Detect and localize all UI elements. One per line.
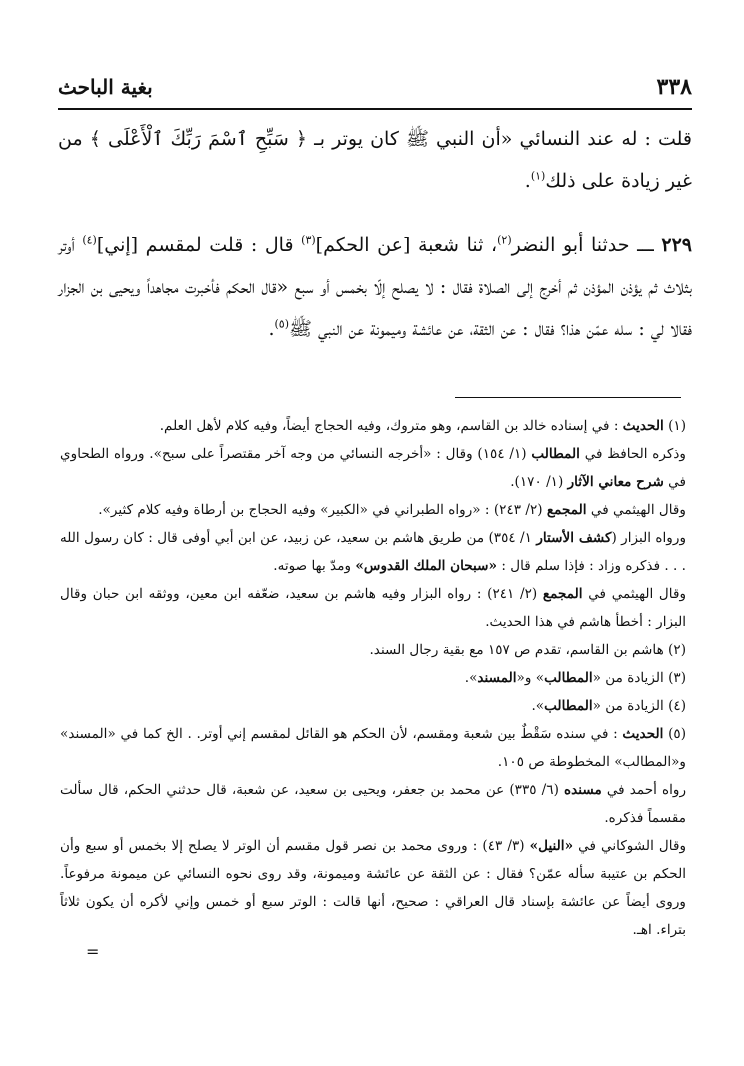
footnote-1: (١) الحديث : في إسناده خالد بن القاسم، وهو متروك، وفيه الحجاج أيضاً، وفيه كلام لأهل العلم. <box>159 418 686 434</box>
footnote-ref-5[interactable]: (٥) <box>274 317 289 331</box>
main-text <box>58 118 692 350</box>
footnote-ref-1[interactable]: (١) <box>530 169 546 183</box>
paragraph-comment: قلت : له عند النسائي «أن النبي ﷺ كان يوتر بـ ﴿ سَبِّحِ ٱسْمَ رَبِّكَ ٱلْأَعْلَى ﴾ من غير زيادة على ذلك$^{(١)}$. <box>58 128 692 192</box>
book-title: بغية الباحث <box>58 75 153 99</box>
hadith-229: ٢٢٩ ـــ حدثنا أبو النضر$^{(٢)}$، ثنا شعبة [عن الحكم]$^{(٣)}$ قال : قلت لمقسم [إني]$^{(٤)}$ أوتر بثلاث ثم يؤذن المؤذن ثم أخرج إلى الصلاة فقال : لا يصلح إلّا بخمس أو سبع «قال الحكم فأخبرت مجاهداً ويحيى بن الجزار فقالا لي : سله عمّن هذا؟ فقال : عن الثقة، عن عائشة وميمونة عن النبي ﷺ$^{(٥)}$. <box>58 233 693 340</box>
hadith-number: ٢٢٩ <box>661 234 693 256</box>
footnote-1-b: وذكره الحافظ في المطالب (١/ ١٥٤) وقال : «أخرجه النسائي من وجه آخر مقتصراً على سبح». ورواه الطحاوي في شرح معاني الآثار (١/ ١٧٠). <box>60 446 687 490</box>
footnote-5-c: وقال الشوكاني في «النيل» (٣/ ٤٣) : وروى محمد بن نصر قول مقسم أن الوتر لا يصلح إلا بخمس أو سبع وأن الحكم بن عتيبة سأله عمّن؟ فقال : عن الثقة عن عائشة وميمونة، وقد روى نحوه النسائي عن ميمونة مرفوعاً. وروى أيضاً عن عائشة بإسناد قال العراقي : صحيح، أنها قالت : الوتر سبع أو خمس وإني لأكره أن يكون ثلاثاً بتراء. اهـ. <box>60 838 687 938</box>
page-number: ٣٣٨ <box>656 74 692 100</box>
continued-mark: = <box>86 942 100 961</box>
footnote-ref-2[interactable]: (٢) <box>497 233 512 247</box>
footnotes <box>60 412 686 944</box>
header-rule <box>58 108 692 110</box>
footnote-1-c: وقال الهيثمي في المجمع (٢/ ٢٤٣) : «رواه الطبراني في «الكبير» وفيه الحجاج بن أرطاة وفيه كلام كثير». <box>98 502 686 518</box>
footnote-5: (٥) الحديث : في سنده سَقْطٌ بين شعبة ومقسم، لأن الحكم هو القائل لمقسم إني أوتر. . الخ كما في «المسند» و«المطالب» المخطوطة ص ١٠٥. <box>60 726 687 770</box>
footnote-1-d: ورواه البزار (كشف الأستار ١/ ٣٥٤) من طريق هاشم بن سعيد، عن زبيد، عن ابن أبي أوفى قال : كان رسول الله . . . فذكره وزاد : فإذا سلم قال : «سبحان الملك القدوس» ومدّ بها صوته. <box>60 530 687 574</box>
footnote-ref-4[interactable]: (٤) <box>82 233 97 247</box>
footnote-ref-3[interactable]: (٣) <box>301 233 316 247</box>
footnote-4: (٤) الزيادة من «المطالب». <box>531 698 686 714</box>
running-header <box>58 70 692 104</box>
footnote-1-e: وقال الهيثمي في المجمع (٢/ ٢٤١) : رواه البزار وفيه هاشم بن سعيد، ضعّفه ابن معين، ووثقه ابن حبان وقال البزار : أخطأ هاشم في هذا الحديث. <box>60 586 687 630</box>
footnote-3: (٣) الزيادة من «المطالب» و«المسند». <box>464 670 686 686</box>
footnote-separator <box>455 397 681 398</box>
footnote-5-b: رواه أحمد في مسنده (٦/ ٣٣٥) عن محمد بن جعفر، ويحيى بن سعيد، عن شعبة، قال حدثني الحكم، قال سألت مقسماً فذكره. <box>60 782 687 826</box>
footnote-2: (٢) هاشم بن القاسم، تقدم ص ١٥٧ مع بقية رجال السند. <box>369 642 686 658</box>
